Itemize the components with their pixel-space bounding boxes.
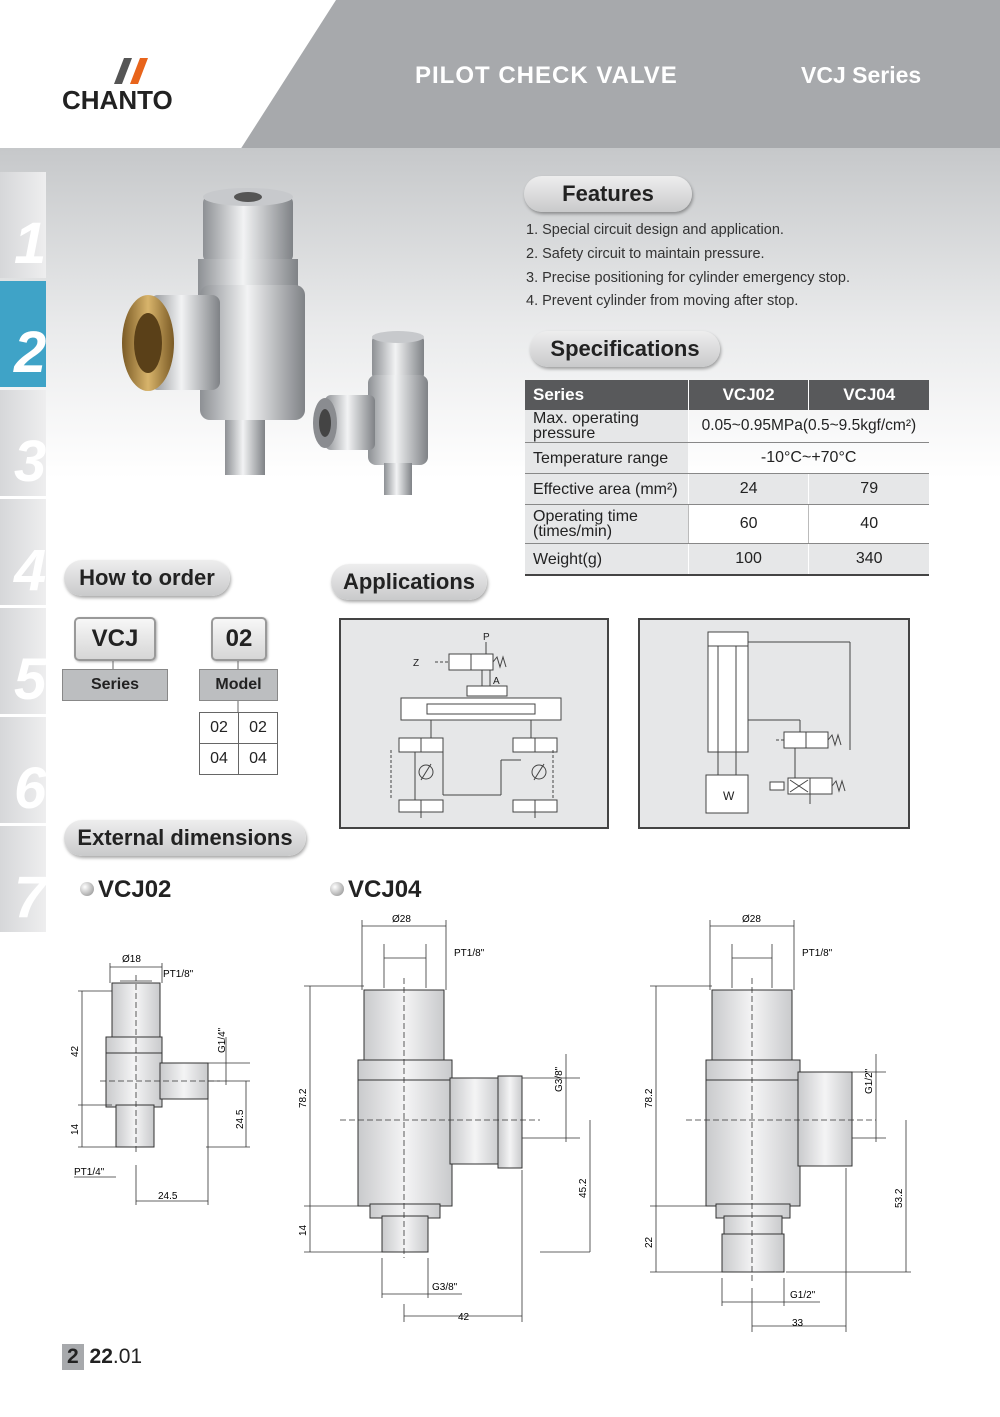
spec-value: 79 (809, 474, 929, 505)
spec-col-vcj04: VCJ04 (809, 380, 929, 410)
feature-item: 2. Safety circuit to maintain pressure. (526, 246, 765, 262)
order-label-series: Series (62, 669, 168, 701)
dim-label: G1/4" (217, 1027, 228, 1053)
dim-label: PT1/4" (74, 1167, 105, 1178)
dim-label: 14 (70, 1123, 81, 1135)
dim-label: G3/8" (554, 1066, 565, 1092)
dim-label: G1/2" (790, 1290, 816, 1301)
spec-value: 40 (809, 505, 929, 544)
feature-item: 1. Special circuit design and application. (526, 222, 784, 238)
page-title: PILOT CHECK VALVE (415, 62, 678, 89)
side-tab-2[interactable]: 2 (0, 281, 46, 387)
features-heading: Features (524, 176, 692, 212)
dim-label: PT1/8" (454, 948, 485, 959)
spec-value: 340 (809, 544, 929, 576)
product-photo (110, 185, 440, 505)
brand-logo-icon (100, 52, 160, 88)
feature-item: 3. Precise positioning for cylinder emergency stop. (526, 270, 850, 286)
diagram-label-z: Z (413, 658, 420, 669)
dim-label: 24.5 (235, 1109, 246, 1129)
spec-label: Temperature range (525, 443, 688, 474)
diagram-label-a: A (493, 676, 500, 687)
application-diagram-2 (638, 618, 910, 829)
model-cell: 02 (239, 713, 278, 744)
dim-label: 14 (298, 1224, 309, 1236)
side-tab-4[interactable]: 4 (0, 499, 46, 605)
page-sub-number: .01 (112, 1345, 143, 1368)
circuit-diagram-1 (341, 620, 607, 827)
dim-label: 33 (792, 1318, 804, 1329)
brand-name: CHANTO (62, 85, 173, 115)
series-title: VCJ Series (801, 62, 922, 88)
vcj02-subheading: VCJ02 (80, 876, 171, 904)
model-cell: 02 (200, 713, 239, 744)
order-code-model: 02 (211, 617, 267, 661)
dim-label: 24.5 (158, 1191, 178, 1202)
spec-value: 60 (688, 505, 809, 544)
side-tab-7[interactable]: 7 (0, 826, 46, 932)
vcj04-subheading: VCJ04 (330, 876, 421, 904)
side-tab-1[interactable]: 1 (0, 172, 46, 278)
dim-label: Ø28 (392, 914, 411, 925)
side-tab-6[interactable]: 6 (0, 717, 46, 823)
spec-col-vcj02: VCJ02 (688, 380, 809, 410)
spec-value: 24 (688, 474, 809, 505)
side-tab-3[interactable]: 3 (0, 390, 46, 496)
how-to-order-heading: How to order (64, 560, 230, 596)
dim-label: 22 (644, 1236, 655, 1248)
dim-label: G1/2" (864, 1068, 875, 1094)
dim-label: 42 (458, 1312, 470, 1323)
page-main-number: 22 (89, 1345, 113, 1368)
spec-value: 0.05~0.95MPa(0.5~9.5kgf/cm²) (688, 410, 929, 443)
applications-heading: Applications (331, 564, 487, 600)
order-code-series: VCJ (74, 617, 156, 661)
spec-value: 100 (688, 544, 809, 576)
model-table (199, 712, 278, 775)
section-number: 2 (62, 1344, 84, 1370)
dim-label: 42 (70, 1045, 81, 1057)
spec-label: Weight(g) (525, 544, 688, 576)
spec-col-series: Series (525, 380, 688, 410)
diagram-label-p: P (483, 632, 490, 643)
order-label-model: Model (199, 669, 278, 701)
dim-label: 53.2 (894, 1188, 905, 1208)
dim-label: 78.2 (644, 1088, 655, 1108)
dim-label: Ø18 (122, 954, 141, 965)
spec-value: -10°C~+70°C (688, 443, 929, 474)
external-dimensions-heading: External dimensions (64, 820, 306, 856)
dim-label: PT1/8" (163, 969, 194, 980)
vcj04-dimension-drawing-a (290, 908, 610, 1328)
model-cell: 04 (239, 744, 278, 775)
dim-label: Ø28 (742, 914, 761, 925)
dim-label: 78.2 (298, 1088, 309, 1108)
circuit-diagram-2 (640, 620, 908, 827)
bullet-icon (80, 882, 94, 896)
model-cell: 04 (200, 744, 239, 775)
spec-label: Operating time (times/min) (525, 505, 688, 544)
spec-label: Effective area (mm²) (525, 474, 688, 505)
specifications-heading: Specifications (530, 331, 720, 367)
page-number (62, 1344, 142, 1370)
vcj02-dimension-drawing (60, 945, 270, 1215)
dim-label: G3/8" (432, 1282, 458, 1293)
spec-label: Max. operating pressure (525, 410, 688, 443)
dim-label: PT1/8" (802, 948, 833, 959)
bullet-icon (330, 882, 344, 896)
diagram-label-w: W (723, 789, 735, 803)
feature-item: 4. Prevent cylinder from moving after stop. (526, 293, 799, 309)
specifications-table (525, 380, 929, 576)
dim-label: 45.2 (578, 1178, 589, 1198)
vcj04-dimension-drawing-b (636, 908, 926, 1338)
side-tab-5[interactable]: 5 (0, 608, 46, 714)
application-diagram-1 (339, 618, 609, 829)
